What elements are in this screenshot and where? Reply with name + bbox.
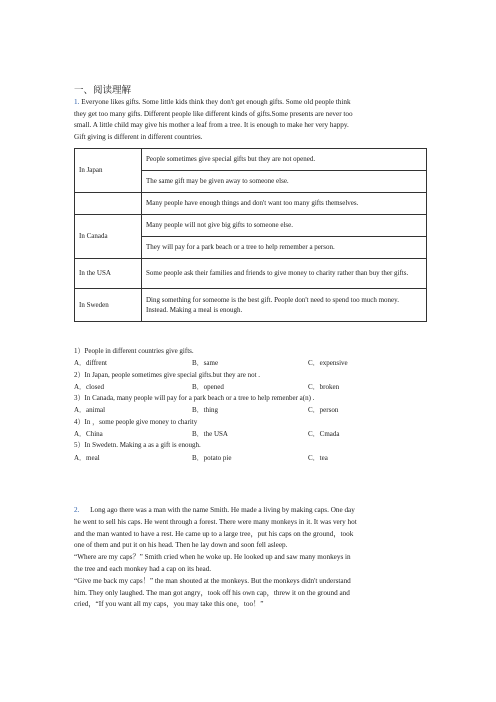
question-3: 3）In Canada, many people will pay for a park beach or a tree to help remenber a(n) .	[74, 394, 315, 403]
question-4-options	[74, 428, 434, 440]
option-a: A．diffrent	[74, 359, 107, 368]
question-1: 1）People in different countries give gifts.	[74, 347, 194, 355]
custom-cell: Ding something for someome is the best gift. People don't need to spend too much money. Instead. Making a meal is enough.	[142, 289, 427, 322]
option-c: C．Cmada	[308, 429, 340, 438]
custom-cell: Some people ask their families and friends to give money to charity rather than buy ther gifts.	[142, 259, 427, 289]
option-a: A．meal	[74, 453, 100, 462]
question-1-options	[74, 357, 434, 369]
passage-2-line-9: cried，“If you want all my caps，you may take this one，too！”	[74, 600, 264, 609]
option-c: C．person	[308, 406, 339, 415]
option-b: B．potato pie	[192, 453, 232, 462]
passage-1	[74, 97, 426, 143]
country-cell: In Japan	[75, 149, 142, 193]
passage-2-line-6: the tree and each monkey had a cap on its head.	[74, 564, 212, 573]
passage-2-line-1: 2. Long ago there was a man with the name Smith. He made a living by making caps. One day	[74, 506, 355, 514]
custom-cell: People sometimes give special gifts but they are not opened.	[142, 149, 427, 171]
option-b: B．the USA	[192, 429, 228, 438]
option-b: B．thing	[192, 406, 219, 415]
gift-customs-table	[74, 148, 427, 322]
question-5-options	[74, 452, 434, 464]
country-cell-empty	[75, 193, 142, 215]
table-row	[75, 259, 427, 289]
passage-2-line-3: and the man wanted to have a rest. He came up to a large tree，put his caps on the ground，took	[74, 529, 354, 538]
question-2-options	[74, 381, 434, 393]
section-title: 一、阅读理解	[74, 86, 132, 96]
option-c: C．tea	[308, 453, 328, 462]
passage-1-line-4: Gift giving is different in different countries.	[74, 132, 203, 141]
option-c: C．broken	[308, 382, 340, 391]
question-2: 2）In Japan, people sometimes give special gifts.but they are not .	[74, 370, 261, 379]
custom-cell: They will pay for a park beach or a tree to help remember a person.	[142, 237, 427, 259]
option-c: C．expensive	[308, 359, 348, 368]
table-row	[75, 215, 427, 237]
option-a: A．China	[74, 429, 103, 438]
custom-cell: Many people have enough things and don't want too many gifts themselves.	[142, 193, 427, 215]
option-b: B．same	[192, 359, 219, 368]
passage-2-line-8: him. They only laughed. The man got angry，took off his own cap，threw it on the ground and	[74, 588, 350, 597]
passage-2	[74, 505, 436, 611]
passage-1-number: 1.	[74, 98, 80, 106]
passage-2-line-5: “Where are my caps？” Smith cried when he woke up. He looked up and saw many monkeys in	[74, 553, 351, 562]
custom-cell: The same gift may be given away to someone else.	[142, 171, 427, 193]
table-row	[75, 289, 427, 322]
question-5: 5）In Swedetn. Making a as a gift is enough.	[74, 441, 201, 450]
question-3-options	[74, 404, 434, 416]
passage-2-line-7: “Give me back my caps！” the man shouted at the monkeys. But the monkeys didn't understand	[74, 576, 351, 585]
passage-1-line-1: 1. Everyone likes gifts. Some little kids think they don't get enough gifts. Some old people think	[74, 98, 351, 106]
custom-cell: Many people will not give big gifts to someone else.	[142, 215, 427, 237]
question-4: 4）In ，some people give money to charity	[74, 417, 198, 426]
option-b: B．opened	[192, 382, 224, 391]
country-cell: In Canada	[75, 215, 142, 259]
passage-2-number: 2.	[74, 506, 80, 514]
question-list	[74, 346, 434, 464]
table-row	[75, 193, 427, 215]
country-cell: In Sweden	[75, 289, 142, 322]
passage-2-line-2: he went to sell his caps. He went through a forest. There were many monkeys in it. It was very hot	[74, 517, 357, 526]
country-cell: In the USA	[75, 259, 142, 289]
option-a: A．animal	[74, 406, 106, 415]
passage-1-line-3: small. A little child may give his mother a leaf from a tree. It is enough to make her very happy.	[74, 121, 349, 130]
table-row	[75, 149, 427, 171]
option-a: A．closed	[74, 382, 104, 391]
passage-2-line-4: one of them and put it on his head. Then he lay down and soon fell asleep.	[74, 541, 288, 550]
passage-1-line-2: they get too many gifts. Different people like different kinds of gifts.Some presents are never too	[74, 109, 353, 118]
